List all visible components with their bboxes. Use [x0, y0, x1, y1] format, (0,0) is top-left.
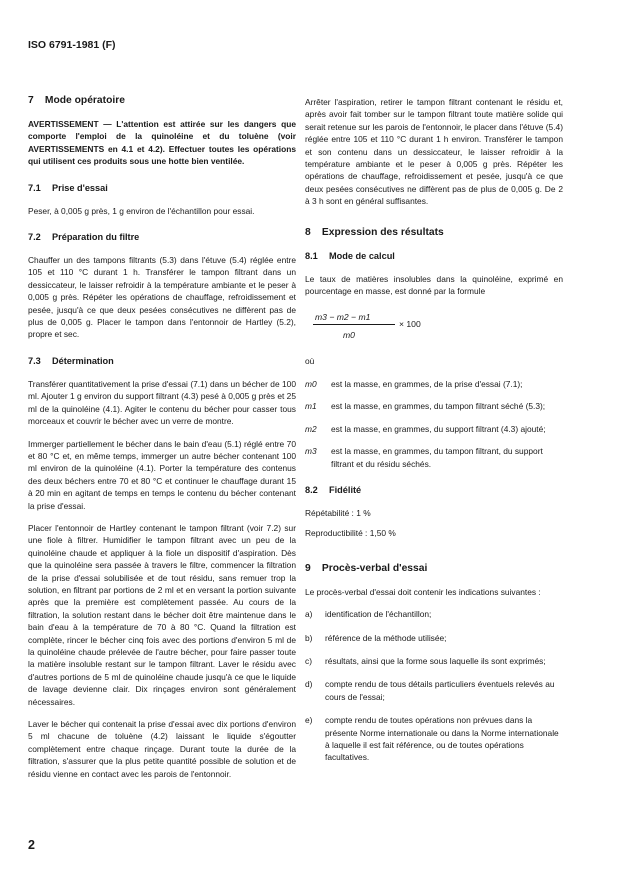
section-8-2-heading	[305, 484, 563, 497]
body-paragraph: Le procès-verbal d'essai doit contenir les indications suivantes :	[305, 586, 541, 597]
section-title: Prise d'essai	[52, 182, 108, 193]
section-7-heading	[28, 94, 296, 108]
section-8-heading	[305, 226, 563, 240]
left-column	[28, 94, 296, 780]
section-number: 8.1	[305, 250, 318, 261]
formula	[305, 307, 563, 353]
symbol-definitions	[305, 378, 563, 470]
symbol: m2	[305, 423, 317, 434]
section-number: 7	[28, 95, 34, 106]
symbol-definition: est la masse, en grammes, du tampon filtrant, du support filtrant et du résidu séchés.	[331, 446, 543, 469]
body-paragraph: Laver le bécher qui contenait la prise d'essai avec dix portions d'environ 5 ml chacune de toluène (4.2) laissant le liquide s'égoutter complètement entre chaque rinçage. Durant toute la durée de la filtration, s'assurer que la plus petite quantité possible de solution et de résidu vienne en contact avec les parois de l'entonnoir.	[28, 719, 296, 779]
section-7-2-heading	[28, 231, 296, 244]
report-items-list	[305, 608, 563, 764]
section-number: 7.3	[28, 355, 41, 366]
section-title: Mode opératoire	[44, 95, 125, 106]
body-paragraph: Chauffer un des tampons filtrants (5.3) dans l'étuve (5.4) réglée entre 105 et 110 °C durant 1 h. Transférer le tampon filtrant dans un dessiccateur, le laisser refroidir à la température ambiante et le peser à 0,005 g près. Répéter les opérations de chauffage, refroidissement et pesée, jusqu'à ce que deux pesées consécutives ne diffèrent pas de plus de 0,005 g. Placer le tampon dans l'entonnoir de Hartley (5.2), propre et sec.	[28, 255, 296, 340]
symbol-definition: est la masse, en grammes, du tampon filtrant séché (5.3);	[331, 401, 546, 412]
symbol-definition: est la masse, en grammes, du support filtrant (4.3) ajouté;	[331, 423, 546, 434]
page-number: 2	[28, 838, 35, 852]
formula-multiplier: × 100	[399, 319, 421, 330]
section-number: 8.2	[305, 484, 318, 495]
symbol: m1	[305, 401, 317, 412]
section-7-3-heading	[28, 355, 296, 368]
body-paragraph: Peser, à 0,005 g près, 1 g environ de l'échantillon pour essai.	[28, 205, 255, 216]
list-item-letter: a)	[305, 609, 313, 620]
body-paragraph: Placer l'entonnoir de Hartley contenant le tampon filtrant (voir 7.2) sur une fiole à filtrer. Humidifier le tampon filtrant avec un peu de la quinoléine chaude et appliquer à la fiole un dispositif d'aspiration. Dès que la quinoléine sera passée à travers le filtre, commencer la filtration de la prise d'essai solubilisée et de tout résidu, sans remuer trop la solution, en filtrant par portions de 2 ml et en versant la portion suivante après que la première est complètement passée. Au cours de la filtration, la solution restant dans le bécher doit être maintenue dans le bain d'eau à la température de 70 à 80 °C. Quand la filtration est complète, rincer le bécher cinq fois avec des portions d'environ 5 ml de la quinoléine chaude prélevée de l'autre bécher, pour faire passer toute la matière insoluble restant sur le tampon filtrant. Laver le résidu avec d'autres portions de 5 ml de quinoléine chaude jusqu'à ce que le liquide de lavage devienne clair. Dix rinçages environ sont généralement nécessaires.	[28, 522, 296, 707]
right-column	[305, 96, 563, 764]
section-number: 8	[305, 226, 311, 238]
section-title: Détermination	[52, 355, 114, 366]
section-7-1-heading	[28, 182, 296, 195]
section-number: 7.2	[28, 232, 41, 243]
list-item: identification de l'échantillon;	[325, 609, 432, 620]
section-title: Préparation du filtre	[52, 232, 140, 243]
list-item-letter: b)	[305, 632, 313, 643]
section-8-1-heading	[305, 250, 563, 263]
list-item: compte rendu de toutes opérations non prévues dans la présente Norme internationale ou dans la Norme internationale à laquelle il est fait référence, ou de toutes opérations facultatives.	[325, 715, 559, 763]
fraction-bar	[313, 324, 395, 325]
body-paragraph: Le taux de matières insolubles dans la quinoléine, exprimé en pourcentage en masse, est donné par la formule	[305, 273, 563, 297]
formula-numerator: m3 − m2 − m1	[315, 312, 371, 323]
section-title: Fidélité	[329, 484, 362, 495]
section-number: 9	[305, 562, 311, 574]
symbol: m3	[305, 446, 317, 457]
repeatability-value: Répétabilité : 1 %	[305, 507, 371, 518]
list-item-letter: d)	[305, 679, 313, 690]
list-item-letter: e)	[305, 715, 313, 726]
symbol-definition: est la masse, en grammes, de la prise d'essai (7.1);	[331, 378, 523, 389]
list-item: résultats, ainsi que la forme sous laquelle ils sont exprimés;	[325, 655, 546, 666]
where-label: où	[305, 356, 315, 367]
formula-denominator: m0	[343, 330, 355, 341]
section-title: Mode de calcul	[329, 250, 395, 261]
list-item: référence de la méthode utilisée;	[325, 632, 447, 643]
symbol: m0	[305, 378, 317, 389]
list-item: compte rendu de tous détails particuliers éventuels relevés au cours de l'essai;	[325, 679, 555, 702]
reproducibility-value: Reproductibilité : 1,50 %	[305, 528, 396, 539]
section-title: Expression des résultats	[321, 226, 444, 238]
section-number: 7.1	[28, 182, 41, 193]
warning-paragraph: AVERTISSEMENT — L'attention est attirée sur les dangers que comporte l'emploi de la quinoléine et du toluène (voir AVERTISSEMENTS en 4.1 et 4.2). Effectuer toutes les opérations qui utilisent ces produits sous une hotte bien ventilée.	[28, 119, 296, 167]
section-title: Procès-verbal d'essai	[321, 562, 428, 574]
body-paragraph: Transférer quantitativement la prise d'essai (7.1) dans un bécher de 100 ml. Ajouter 1 g environ du support filtrant (4.3) pesé à 0,005 g près et 25 ml de la quinoléine (4.1). Agiter le contenu du bécher pour casser tous morceaux et couvrir le bécher avec un verre de montre.	[28, 378, 296, 427]
body-paragraph: Immerger partiellement le bécher dans le bain d'eau (5.1) réglé entre 70 et 80 °C et, en même temps, immerger un autre bécher contenant 100 ml environ de la quinoléine (4.1). Porter la température des contenus des deux béchers entre 70 et 80 °C et continuer le chauffage durant 15 à 20 min en agitant de temps en temps le contenu du bécher contenant la prise d'essai.	[28, 438, 296, 511]
list-item-letter: c)	[305, 655, 312, 666]
standard-header: ISO 6791-1981 (F)	[28, 39, 116, 51]
body-paragraph: Arrêter l'aspiration, retirer le tampon filtrant contenant le résidu et, après avoir fait tomber sur le tampon filtrant toute matière solide qui serait retenue sur les parois de l'entonnoir, le placer dans l'étuve (5.4) réglée entre 105 et 110 °C durant 1 h environ. Transférer le tampon et son contenu dans un dessiccateur, le laisser refroidir à la température ambiante et le peser à 0,005 g près. Répéter les opérations de chauffage, refroidissement et pesée, jusqu'à ce que deux pesées consécutives ne diffèrent pas de plus de 0,005 g. De 2 à 3 h sont en général suffisantes.	[305, 97, 563, 207]
section-9-heading	[305, 562, 563, 576]
